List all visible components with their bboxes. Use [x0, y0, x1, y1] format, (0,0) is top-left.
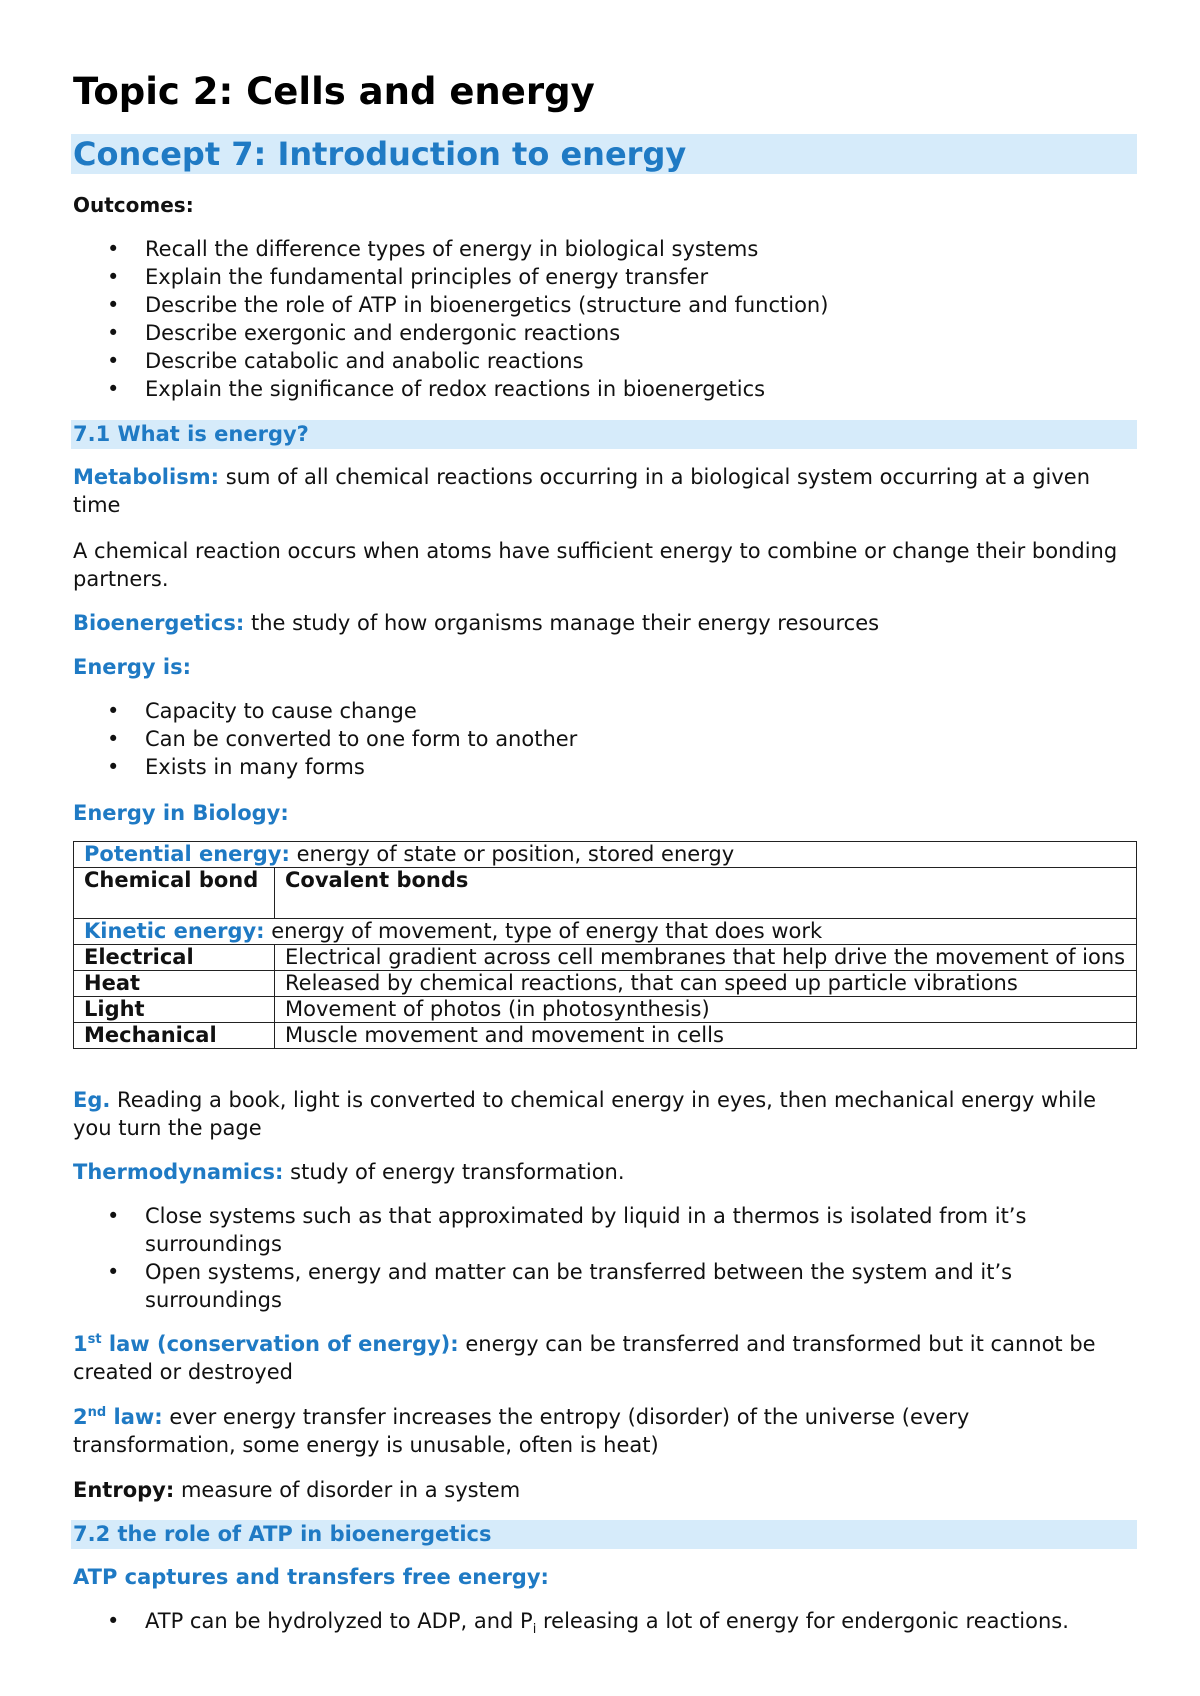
table-cell-key: Mechanical	[74, 1023, 275, 1049]
list-item: • Can be converted to one form to another	[73, 725, 577, 753]
energy-in-biology-label: Energy in Biology:	[73, 801, 289, 825]
table-row	[74, 842, 1137, 868]
topic-title: Topic 2: Cells and energy	[73, 70, 595, 113]
second-law-text: ever energy transfer increases the entropy (disorder) of the universe (every transformation, some energy is unusable, often is heat)	[73, 1405, 970, 1457]
table-cell-key: Light	[74, 997, 275, 1023]
table-cell	[74, 919, 1137, 945]
metabolism-definition: sum of all chemical reactions occurring in a biological system occurring at a given time	[73, 465, 1091, 517]
potential-energy-definition: energy of state or position, stored energy	[296, 842, 735, 866]
table-row	[74, 919, 1137, 945]
example-term: Eg.	[73, 1088, 111, 1112]
table-cell	[74, 842, 1137, 868]
table-cell-value: Muscle movement and movement in cells	[275, 1023, 1137, 1049]
table-cell-key: Chemical bond	[74, 868, 275, 919]
list-item	[73, 1607, 1069, 1638]
table-row	[74, 997, 1137, 1023]
list-item: • Close systems such as that approximated by liquid in a thermos is isolated from it’s surroundings	[73, 1202, 1135, 1258]
second-law-label: law:	[113, 1405, 163, 1429]
thermodynamics-term: Thermodynamics:	[73, 1160, 284, 1184]
atp-label: ATP captures and transfers free energy:	[73, 1565, 549, 1589]
list-item: • Describe the role of ATP in bioenergetics (structure and function)	[73, 291, 828, 319]
list-item: • Explain the fundamental principles of energy transfer	[73, 263, 828, 291]
energy-is-list	[73, 697, 577, 781]
second-law-term	[73, 1405, 163, 1429]
table-row	[74, 1023, 1137, 1049]
atp-text-after: releasing a lot of energy for endergonic reactions.	[536, 1609, 1069, 1633]
bioenergetics-term: Bioenergetics:	[73, 611, 245, 635]
concept-title: Concept 7: Introduction to energy	[73, 135, 687, 173]
kinetic-energy-term: Kinetic energy:	[84, 919, 265, 943]
table-row	[74, 868, 1137, 919]
table-cell-key: Heat	[74, 971, 275, 997]
list-item: • Describe exergonic and endergonic reactions	[73, 319, 828, 347]
chemical-reaction-paragraph: A chemical reaction occurs when atoms have sufficient energy to combine or change their bonding partners.	[73, 539, 1118, 591]
second-law-ordinal: nd	[87, 1405, 107, 1420]
list-item: • Explain the significance of redox reactions in bioenergetics	[73, 375, 828, 403]
metabolism-term: Metabolism:	[73, 465, 219, 489]
atp-text-before: ATP can be hydrolyzed to ADP, and P	[145, 1609, 533, 1633]
bioenergetics-paragraph	[73, 609, 1135, 637]
list-item: • Exists in many forms	[73, 753, 577, 781]
list-item: • Capacity to cause change	[73, 697, 577, 725]
atp-list	[73, 1607, 1069, 1638]
energy-is-label: Energy is:	[73, 655, 192, 679]
potential-energy-term: Potential energy:	[84, 842, 290, 866]
section-title-7-1: 7.1 What is energy?	[73, 422, 309, 446]
metabolism-paragraph	[73, 463, 1135, 519]
table-cell-key: Electrical	[74, 945, 275, 971]
table-row	[74, 945, 1137, 971]
second-law-number: 2	[73, 1405, 88, 1429]
section-title-7-2: 7.2 the role of ATP in bioenergetics	[73, 1522, 492, 1546]
thermodynamics-paragraph	[73, 1158, 1135, 1186]
outcomes-label: Outcomes:	[73, 193, 194, 217]
kinetic-energy-definition: energy of movement, type of energy that does work	[271, 919, 823, 943]
table-cell-value: Movement of photos (in photosynthesis)	[275, 997, 1137, 1023]
atp-subscript: i	[532, 1622, 537, 1638]
first-law-term	[73, 1332, 459, 1356]
list-item: • Recall the difference types of energy in biological systems	[73, 235, 828, 263]
entropy-term: Entropy:	[73, 1478, 175, 1502]
thermodynamics-definition: study of energy transformation.	[290, 1160, 625, 1184]
thermodynamics-list	[73, 1202, 1135, 1314]
table-cell-value: Electrical gradient across cell membranes that help drive the movement of ions	[275, 945, 1137, 971]
first-law-ordinal: st	[87, 1332, 102, 1347]
first-law-label: law (conservation of energy):	[108, 1332, 459, 1356]
energy-types-table	[73, 841, 1137, 1049]
entropy-paragraph	[73, 1476, 1135, 1504]
table-cell-value: Covalent bonds	[275, 868, 1137, 919]
table-row	[74, 971, 1137, 997]
bioenergetics-definition: the study of how organisms manage their energy resources	[250, 611, 880, 635]
list-item: • Open systems, energy and matter can be transferred between the system and it’s surroundings	[73, 1258, 1135, 1314]
entropy-definition: measure of disorder in a system	[180, 1478, 521, 1502]
first-law-paragraph	[73, 1330, 1135, 1386]
example-text: Reading a book, light is converted to chemical energy in eyes, then mechanical energy while you turn the page	[73, 1088, 1097, 1140]
first-law-text: energy can be transferred and transformed but it cannot be created or destroyed	[73, 1332, 1096, 1384]
outcomes-list	[73, 235, 828, 403]
example-paragraph	[73, 1086, 1135, 1142]
table-cell-value: Released by chemical reactions, that can speed up particle vibrations	[275, 971, 1137, 997]
first-law-number: 1	[73, 1332, 88, 1356]
list-item: • Describe catabolic and anabolic reactions	[73, 347, 828, 375]
second-law-paragraph	[73, 1403, 1135, 1459]
